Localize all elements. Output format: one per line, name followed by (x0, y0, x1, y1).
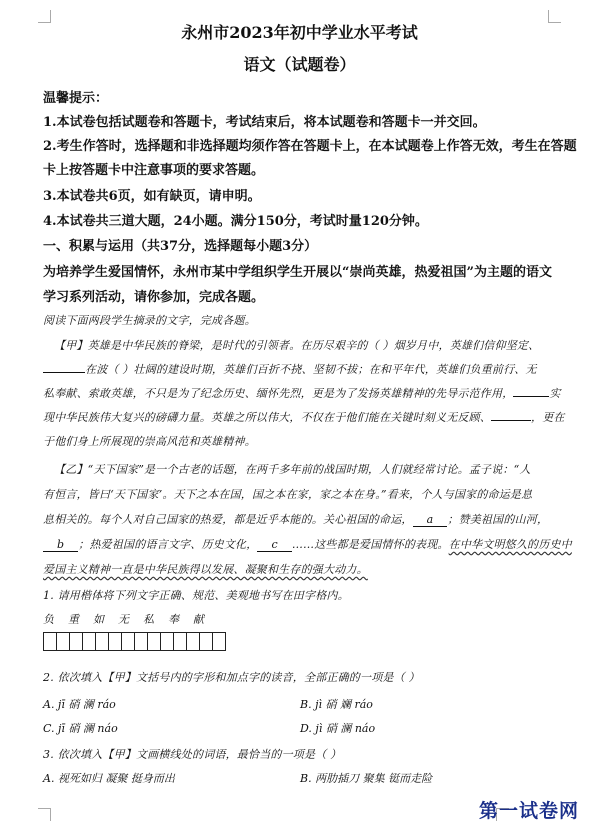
notice-line-4: 4.本试卷共三道大题，24小题。满分150分，考试时量120分钟。 (43, 214, 428, 229)
passage-yi-line-1: 【乙】“天下国家”是一个古老的话题，在两千多年前的战国时期，人们就经常讨论。孟子说：“人 (54, 463, 531, 476)
writing-grid[interactable] (43, 632, 225, 651)
passage-instruction: 阅读下面两段学生摘录的文字，完成各题。 (43, 314, 256, 327)
answer-blank[interactable] (43, 362, 85, 373)
marked-sentence: 在中华文明悠久的历史中 (448, 538, 572, 551)
passage-yi-line-3: 息相关的。每个人对自己国家的热爱，都是近乎本能的。关心祖国的命运， a ；赞美祖国的山河， (43, 513, 549, 526)
passage-yi-line-2: 有恒言，皆曰‘天下国家’。天下之本在国，国之本在家，家之本在身。”看来，个人与国家的命运是息 (43, 488, 533, 501)
notice-line-2: 2.考生作答时，选择题和非选择题均须作答在答题卡上，在本试题卷上作答无效，考生在答题 (43, 139, 577, 154)
notice-heading: 温馨提示： (43, 91, 109, 106)
site-watermark: 第一试卷网 (478, 800, 579, 822)
passage-yi-line-5 (43, 561, 368, 577)
notice-line-2-cont: 卡上按答题卡中注意事项的要求答题。 (43, 163, 265, 178)
answer-blank-b[interactable]: b (43, 538, 78, 552)
answer-blank[interactable] (491, 410, 531, 421)
notice-line-3: 3.本试卷共6页，如有缺页，请申明。 (43, 189, 261, 204)
passage-jia-line-4: 现中华民族伟大复兴的磅礴力量。英雄之所以伟大，不仅在于他们能在关键时刻义无反顾、 ，更在 (43, 411, 565, 424)
answer-blank[interactable] (513, 386, 549, 397)
passage-yi-line-4: b ；热爱祖国的语言文字、历史文化， c ……这些都是爱国情怀的表现。在中华文明悠久的历史中 (43, 536, 572, 552)
question-2-stem: 2. 依次填入【甲】文括号内的字形和加点字的读音，全部正确的一项是（ ） (43, 671, 420, 684)
passage-jia-line-1: 【甲】英雄是中华民族的脊梁，是时代的引领者。在历尽艰辛的（ ）烟岁月中，英雄们信仰坚定、 (54, 339, 540, 352)
question-3-option-a[interactable]: A. 视死如归 凝聚 挺身而出 (43, 772, 175, 785)
answer-blank-a[interactable]: a (413, 513, 448, 527)
exam-subtitle: 语文（试题卷） (243, 55, 356, 74)
question-2-option-a[interactable]: A. jī 硝 澜 ráo (43, 698, 116, 711)
question-3-option-b[interactable]: B. 两肋插刀 聚集 铤而走险 (300, 772, 433, 785)
notice-line-1: 1.本试卷包括试题卷和答题卡，考试结束后，将本试题卷和答题卡一并交回。 (43, 115, 486, 130)
section-intro-2: 学习系列活动，请你参加，完成各题。 (43, 290, 265, 305)
question-2-option-d[interactable]: D. jì 硝 澜 náo (300, 722, 376, 735)
passage-jia-line-3: 私奉献、索敢英雄，不只是为了纪念历史、缅怀先烈，更是为了发扬英雄精神的先导示范作用， 实 (43, 387, 561, 400)
passage-jia-line-2: 在波（ ）壮阔的建设时期，英雄们百折不挠、坚韧不拔；在和平年代，英雄们负重前行、无 (43, 361, 537, 377)
question-1-chars: 负 重 如 无 私 奉 献 (43, 613, 204, 626)
section-intro-1: 为培养学生爱国情怀，永州市某中学组织学生开展以“崇尚英雄，热爱祖国”为主题的语文 (43, 265, 552, 280)
marked-sentence-cont: 爱国主义精神一直是中华民族得以发展、凝聚和生存的强大动力。 (43, 563, 368, 576)
exam-title: 永州市2023年初中学业水平考试 (181, 23, 418, 42)
question-2-option-c[interactable]: C. jī 硝 澜 náo (43, 722, 118, 735)
question-3-stem: 3. 依次填入【甲】文画横线处的词语，最恰当的一项是（ ） (43, 748, 342, 761)
question-2-option-b[interactable]: B. jì 硝 斓 ráo (300, 698, 373, 711)
passage-jia-line-5: 于他们身上所展现的崇高风范和英雄精神。 (43, 435, 256, 448)
crop-mark-bottom-left (38, 808, 51, 821)
answer-blank-c[interactable]: c (257, 538, 291, 552)
question-1-stem: 1. 请用楷体将下列文字正确、规范、美观地书写在田字格内。 (43, 589, 349, 602)
section-heading: 一、积累与运用（共37分，选择题每小题3分） (43, 239, 318, 254)
